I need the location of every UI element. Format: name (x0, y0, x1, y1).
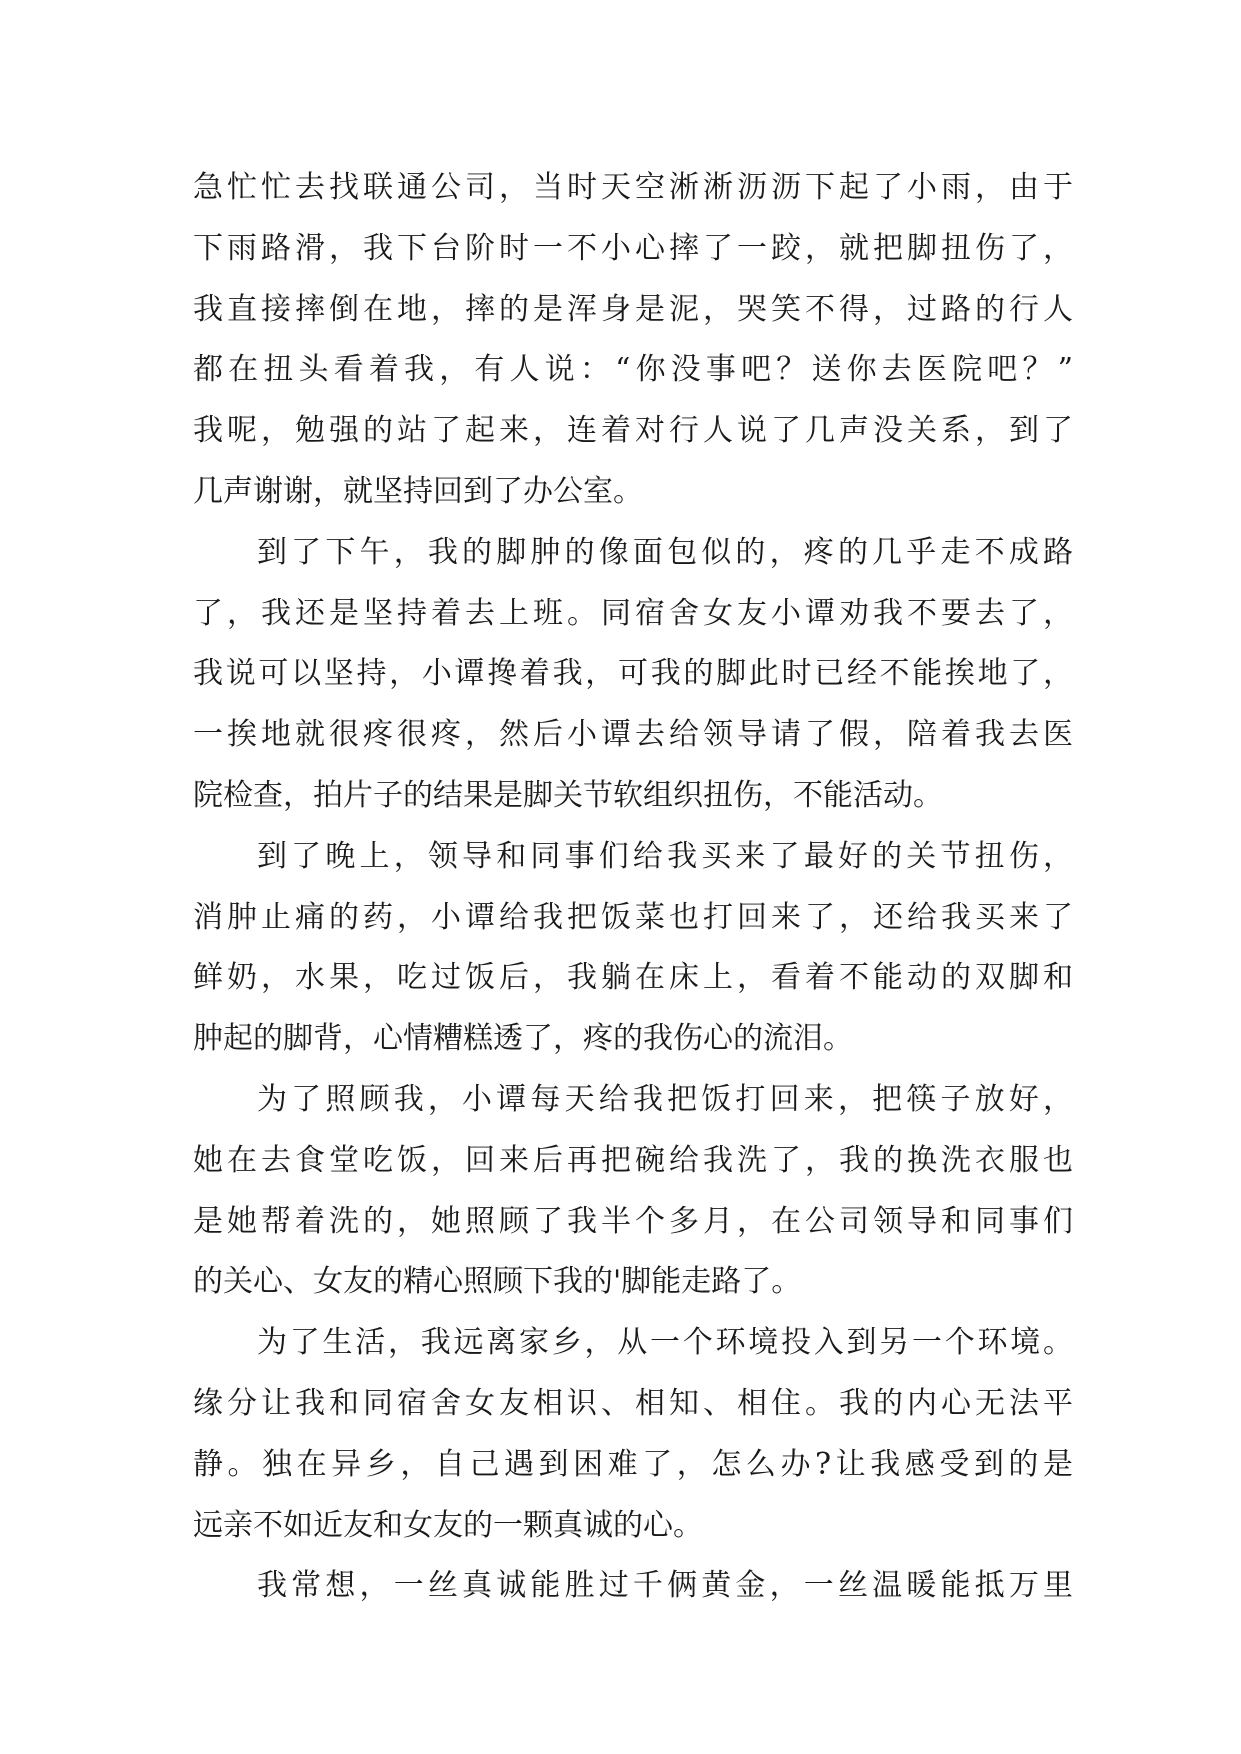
text-line: 到了晚上，领导和同事们给我买来了最好的关节扭伤， (257, 838, 1073, 874)
text-line: 我直接摔倒在地，摔的是浑身是泥，哭笑不得，过路的行人 (193, 291, 1073, 327)
document-body (193, 158, 1073, 1617)
text-line: 急忙忙去找联通公司，当时天空淅淅沥沥下起了小雨，由于 (193, 170, 1073, 205)
text-line: 到了下午，我的脚肿的像面包似的，疼的几乎走不成路 (257, 534, 1073, 570)
text-line: 的关心、女友的精心照顾下我的'脚能走路了。 (193, 1264, 802, 1300)
text-line: 鲜奶，水果，吃过饭后，我躺在床上，看着不能动的双脚和 (193, 960, 1073, 996)
text-line: 远亲不如近友和女友的一颗真诚的心。 (193, 1507, 703, 1543)
text-line: 肿起的脚背，心情糟糕透了，疼的我伤心的流泪。 (193, 1021, 853, 1057)
text-line: 院检查，拍片子的结果是脚关节软组织扭伤，不能活动。 (193, 777, 943, 813)
text-line: 缘分让我和同宿舍女友相识、相知、相住。我的内心无法平 (193, 1385, 1073, 1421)
text-line: 是她帮着洗的，她照顾了我半个多月，在公司领导和同事们 (193, 1203, 1073, 1239)
text-line: 她在去食堂吃饭，回来后再把碗给我洗了，我的换洗衣服也 (193, 1142, 1073, 1178)
text-line: 消肿止痛的药，小谭给我把饭菜也打回来了，还给我买来了 (193, 899, 1073, 935)
text-line: 静。独在异乡，自己遇到困难了，怎么办?让我感受到的是 (193, 1446, 1073, 1482)
text-line: 为了生活，我远离家乡，从一个环境投入到另一个环境。 (257, 1325, 1073, 1361)
text-line: 几声谢谢，就坚持回到了办公室。 (193, 473, 643, 509)
text-line: 下雨路滑，我下台阶时一不小心摔了一跤，就把脚扭伤了， (193, 230, 1073, 266)
text-line: 一挨地就很疼很疼，然后小谭去给领导请了假，陪着我去医 (193, 717, 1073, 753)
text-line: 我说可以坚持，小谭搀着我，可我的脚此时已经不能挨地了， (193, 656, 1073, 692)
text-line: 了，我还是坚持着去上班。同宿舍女友小谭劝我不要去了， (193, 595, 1073, 631)
text-line: 我常想，一丝真诚能胜过千俩黄金，一丝温暖能抵万里 (257, 1568, 1073, 1604)
text-line: 为了照顾我，小谭每天给我把饭打回来，把筷子放好， (257, 1081, 1073, 1117)
text-line: 都在扭头看着我，有人说：“你没事吧？送你去医院吧？” (193, 352, 1073, 388)
text-line: 我呢，勉强的站了起来，连着对行人说了几声没关系，到了 (193, 413, 1073, 449)
